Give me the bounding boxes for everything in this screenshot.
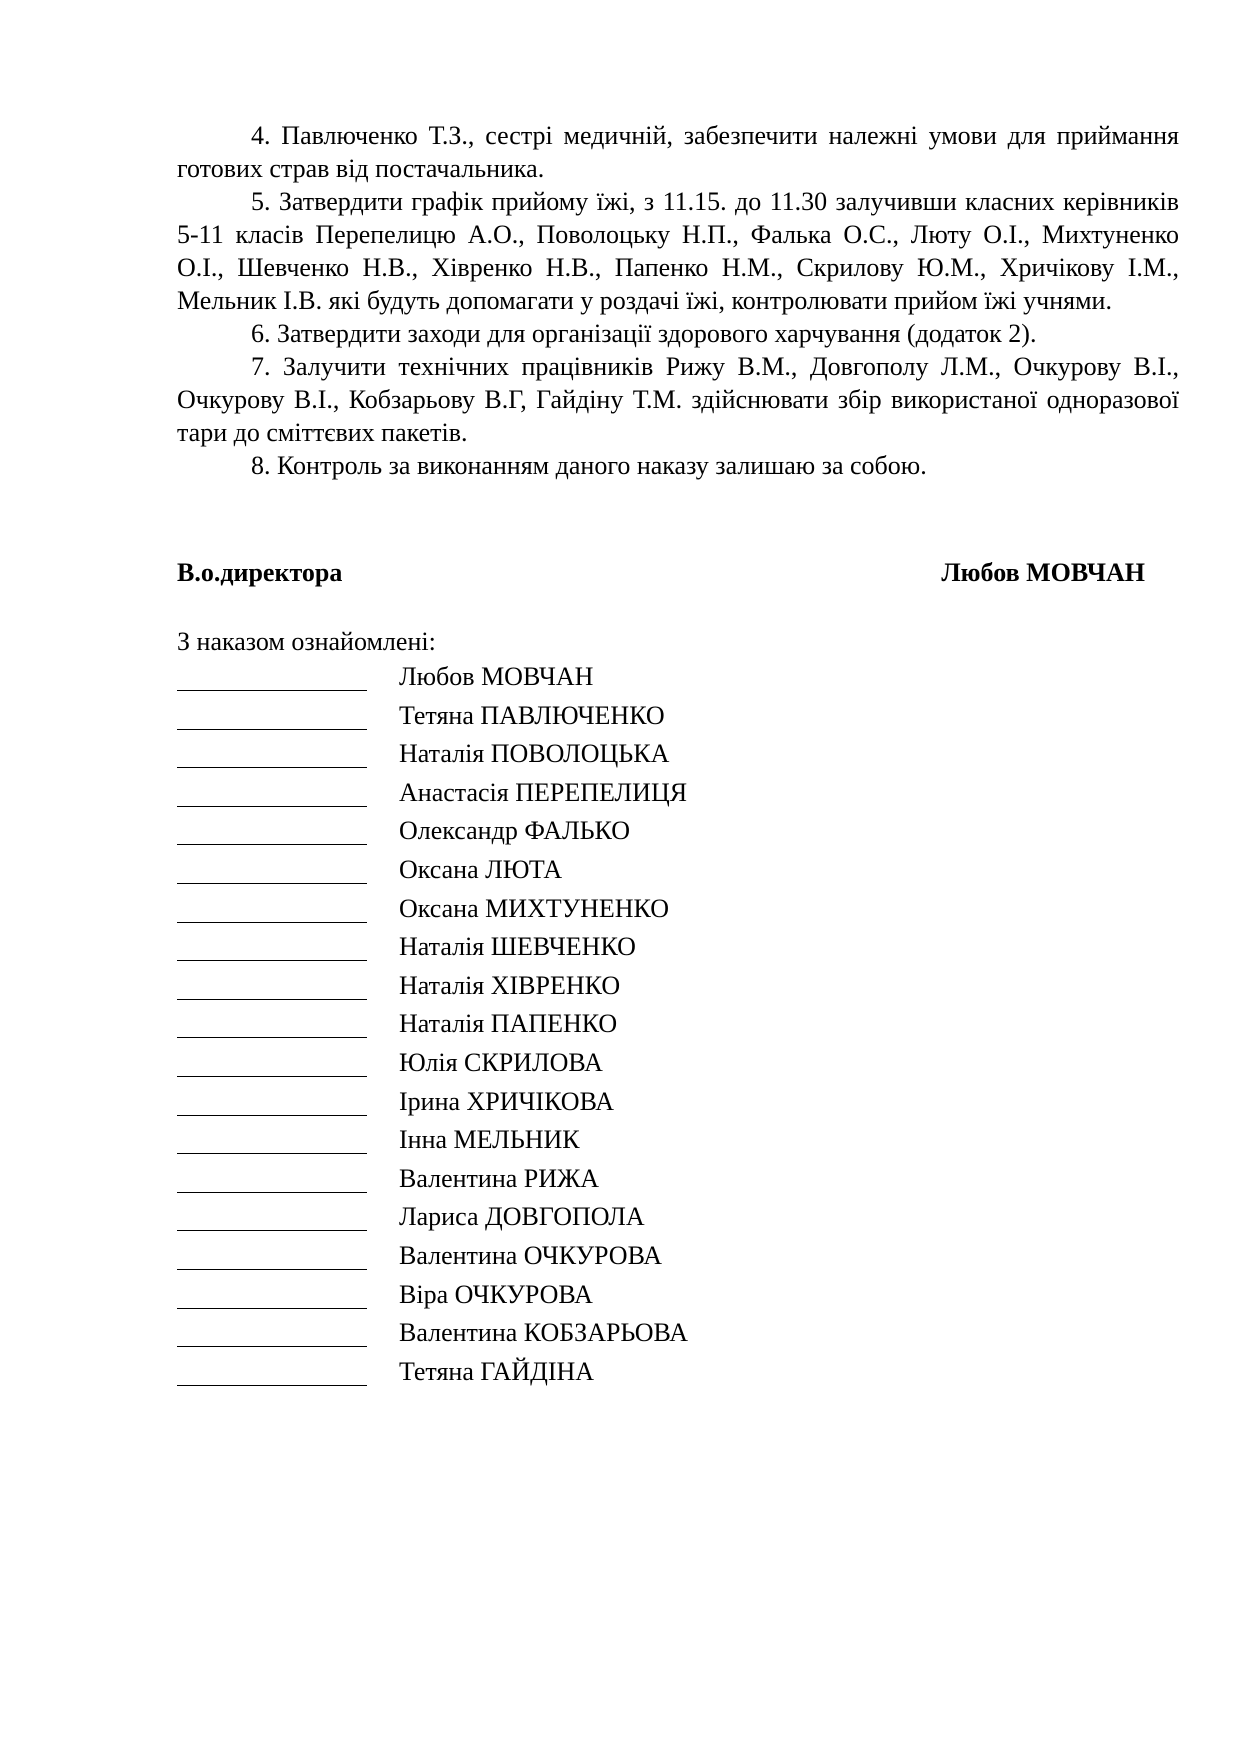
signature-line [177, 1076, 367, 1077]
signature-line [177, 1385, 367, 1386]
employee-name: Віра ОЧКУРОВА [399, 1279, 593, 1309]
signature-line [177, 1192, 367, 1193]
acknowledgement-row [177, 737, 877, 776]
signature-line [177, 690, 367, 691]
employee-name: Наталія ХІВРЕНКО [399, 970, 621, 1000]
employee-name: Олександр ФАЛЬКО [399, 816, 631, 846]
employee-name: Наталія ШЕВЧЕНКО [399, 932, 636, 962]
acknowledgement-row [177, 1162, 877, 1201]
employee-name: Юлія СКРИЛОВА [399, 1047, 603, 1077]
employee-name: Лариса ДОВГОПОЛА [399, 1202, 645, 1232]
signature-line [177, 806, 367, 807]
acknowledgement-row [177, 1123, 877, 1162]
employee-name: Валентина ОЧКУРОВА [399, 1240, 663, 1270]
signature-line [177, 883, 367, 884]
acknowledgement-row [177, 776, 877, 815]
paragraph-item-5: 5. Затвердити графік прийому їжі, з 11.15. до 11.30 залучивши класних керівників 5-11 класів Перепелицю А.О., Поволоцьку Н.П., Фалька О.С., Люту О.І., Михтуненко О.І., Шевченко Н.В., Хівренко Н.В., Папенко Н.М., Скрилову Ю.М., Хричікову І.М., Мельник І.В. які будуть допомагати у роздачі їжі, контролювати прийом їжі учнями. [177, 187, 1179, 315]
paragraph-item-4: 4. Павлюченко Т.З., сестрі медичній, забезпечити належні умови для приймання готових страв від постачальника. [177, 121, 1179, 183]
signature-line [177, 844, 367, 845]
signature-block [177, 556, 1145, 589]
paragraph-item-7: 7. Залучити технічних працівників Рижу В.М., Довгополу Л.М., Очкурову В.І., Очкурову В.І., Кобзарьову В.Г, Гайдіну Т.М. здійснювати збір використаної одноразової тари до сміттєвих пакетів. [177, 352, 1179, 447]
signature-line [177, 767, 367, 768]
signature-line [177, 1153, 367, 1154]
employee-name: Оксана ЛЮТА [399, 854, 563, 884]
signature-line [177, 1269, 367, 1270]
signature-line [177, 999, 367, 1000]
employee-name: Анастасія ПЕРЕПЕЛИЦЯ [399, 777, 688, 807]
acknowledgement-row [177, 853, 877, 892]
employee-name: Валентина РИЖА [399, 1163, 600, 1193]
acknowledgement-row [177, 1278, 877, 1317]
signature-line [177, 1308, 367, 1309]
acknowledgement-row [177, 1355, 877, 1394]
signature-line [177, 1115, 367, 1116]
paragraph-item-8: 8. Контроль за виконанням даного наказу залишаю за собою. [251, 451, 927, 480]
signature-line [177, 1037, 367, 1038]
employee-name: Любов МОВЧАН [399, 662, 594, 691]
acknowledgement-row [177, 1007, 877, 1046]
acknowledgement-list [177, 660, 877, 1393]
acknowledgement-row [177, 814, 877, 853]
acknowledgement-row [177, 1085, 877, 1124]
order-body [177, 119, 1179, 482]
acknowledgement-row [177, 699, 877, 738]
acknowledgement-row [177, 930, 877, 969]
employee-name: Валентина КОБЗАРЬОВА [399, 1318, 688, 1348]
acknowledgement-row [177, 1316, 877, 1355]
signature-line [177, 960, 367, 961]
signature-line [177, 922, 367, 923]
acknowledgement-title: З наказом ознайомлені: [177, 627, 436, 656]
acknowledgement-row [177, 969, 877, 1008]
acknowledgement-row [177, 660, 877, 699]
acknowledgement-row [177, 1239, 877, 1278]
employee-name: Тетяна ПАВЛЮЧЕНКО [399, 700, 665, 730]
employee-name: Ірина ХРИЧІКОВА [399, 1086, 615, 1116]
signature-line [177, 1346, 367, 1347]
employee-name: Оксана МИХТУНЕНКО [399, 893, 669, 923]
signature-line [177, 1230, 367, 1231]
acknowledgement-row [177, 1046, 877, 1085]
employee-name: Наталія ПАПЕНКО [399, 1009, 618, 1039]
acknowledgement-row [177, 1200, 877, 1239]
acknowledgement-row [177, 892, 877, 931]
signatory-name: Любов МОВЧАН [941, 558, 1145, 587]
signatory-position: В.о.директора [177, 558, 343, 587]
employee-name: Наталія ПОВОЛОЦЬКА [399, 739, 670, 769]
signature-line [177, 729, 367, 730]
employee-name: Тетяна ГАЙДІНА [399, 1356, 595, 1386]
paragraph-item-6: 6. Затвердити заходи для організації здорового харчування (додаток 2). [251, 319, 1037, 348]
employee-name: Інна МЕЛЬНИК [399, 1125, 580, 1155]
